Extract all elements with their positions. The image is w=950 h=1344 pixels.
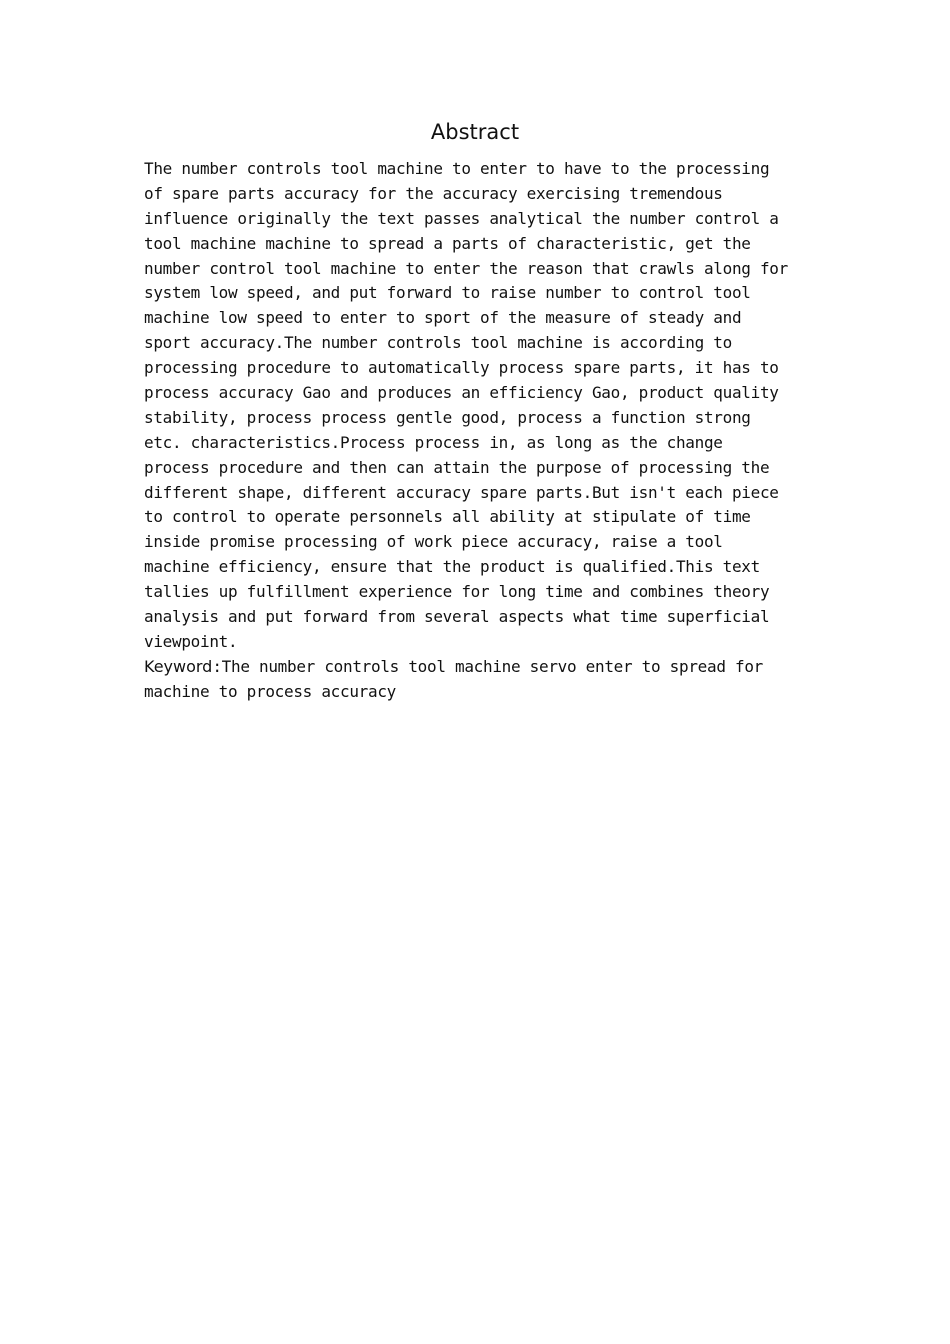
abstract-title: Abstract — [430, 120, 520, 144]
abstract-body — [144, 157, 814, 705]
body-line: etc. characteristics.Process process in, as long as the change — [144, 432, 723, 452]
keyword-text: :The number controls tool machine servo enter to spread for — [212, 656, 763, 676]
body-line: tallies up fulfillment experience for long time and combines theory — [144, 582, 770, 602]
body-line: analysis and put forward from several aspects what time superficial — [144, 607, 770, 627]
body-line: of spare parts accuracy for the accuracy exercising tremendous — [144, 183, 723, 203]
body-line: processing procedure to automatically process spare parts, it has to — [144, 358, 779, 378]
body-line: different shape, different accuracy spare parts.But isn't each piece — [144, 482, 779, 502]
body-line: number control tool machine to enter the reason that crawls along for — [144, 258, 788, 278]
body-line: system low speed, and put forward to raise number to control tool — [144, 283, 751, 303]
body-line: machine efficiency, ensure that the product is qualified.This text — [144, 557, 760, 577]
body-line: viewpoint. — [144, 631, 238, 651]
body-line: stability, process process gentle good, process a function strong — [144, 407, 751, 427]
body-line: process accuracy Gao and produces an efficiency Gao, product quality — [144, 383, 779, 403]
body-line: machine low speed to enter to sport of the measure of steady and — [144, 308, 742, 328]
body-line: tool machine machine to spread a parts of characteristic, get the — [144, 233, 751, 253]
body-line: inside promise processing of work piece accuracy, raise a tool — [144, 532, 723, 552]
keyword-line — [144, 655, 814, 680]
body-line: The number controls tool machine to enter to have to the processing — [144, 159, 770, 178]
body-line: sport accuracy.The number controls tool machine is according to — [144, 333, 732, 353]
body-line: to control to operate personnels all ability at stipulate of time — [144, 507, 751, 527]
keyword-label: Keyword — [144, 656, 213, 676]
body-line: process procedure and then can attain the purpose of processing the — [144, 457, 770, 477]
body-line: influence originally the text passes analytical the number control a — [144, 208, 779, 228]
keyword-line-continued: machine to process accuracy — [144, 681, 396, 701]
